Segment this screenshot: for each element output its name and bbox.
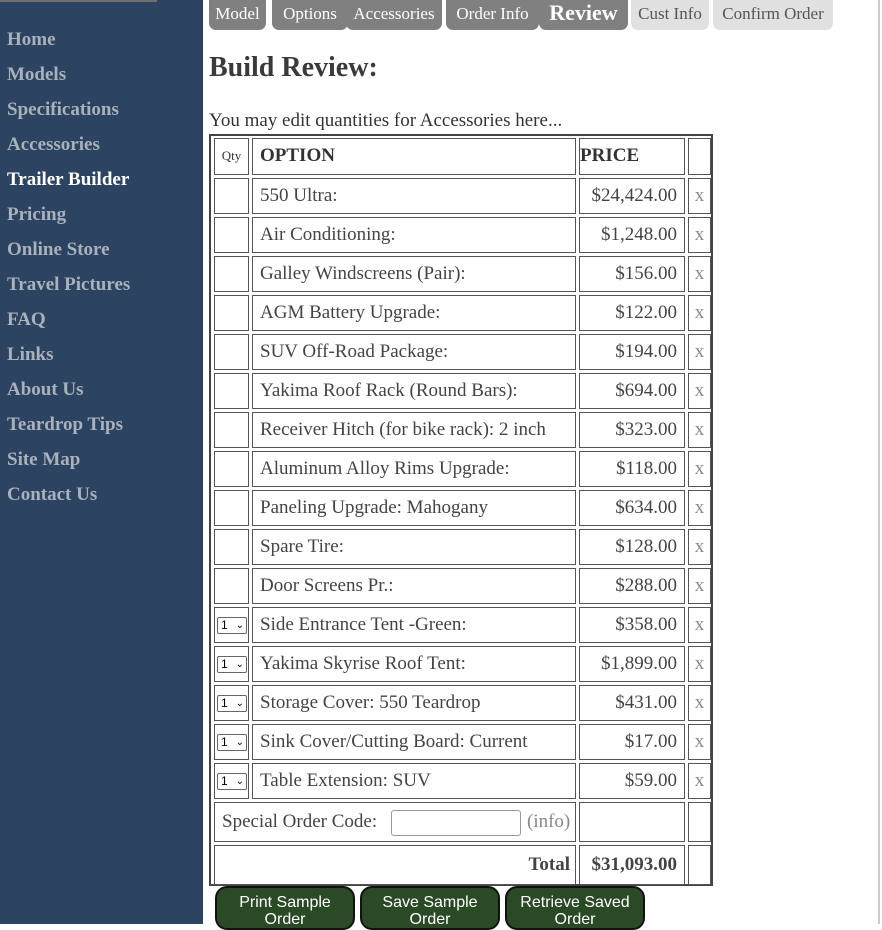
nav-item-home[interactable]: Home — [7, 29, 56, 50]
nav-item-accessories[interactable]: Accessories — [7, 134, 100, 155]
total-label: Total — [214, 845, 576, 885]
option-name: Yakima Roof Rack (Round Bars): — [252, 373, 576, 409]
tab-accessories[interactable]: Accessories — [346, 0, 442, 30]
qty-cell — [214, 646, 249, 682]
option-price: $122.00 — [579, 295, 685, 331]
nav-item-faq[interactable]: FAQ — [7, 309, 46, 330]
option-price: $288.00 — [579, 568, 685, 604]
qty-cell — [214, 256, 249, 292]
option-price: $634.00 — [579, 490, 685, 526]
qty-cell — [214, 295, 249, 331]
option-name: Receiver Hitch (for bike rack): 2 inch — [252, 412, 576, 448]
sidebar — [0, 0, 203, 924]
tab-model[interactable]: Model — [209, 0, 266, 30]
option-name: Storage Cover: 550 Teardrop — [252, 685, 576, 721]
qty-cell — [214, 607, 249, 643]
remove-item-button[interactable]: x — [688, 217, 711, 253]
qty-select[interactable] — [217, 617, 247, 634]
option-price: $156.00 — [579, 256, 685, 292]
qty-cell — [214, 763, 249, 799]
option-name: Air Conditioning: — [252, 217, 576, 253]
qty-select[interactable] — [217, 773, 247, 790]
option-name: SUV Off-Road Package: — [252, 334, 576, 370]
option-price: $358.00 — [579, 607, 685, 643]
intro-text: You may edit quantities for Accessories here... — [209, 110, 563, 131]
remove-item-button[interactable]: x — [688, 568, 711, 604]
qty-value: 1 — [221, 618, 228, 632]
build-review-table — [209, 134, 713, 886]
option-name: Table Extension: SUV — [252, 763, 576, 799]
tab-confirm-order[interactable]: Confirm Order — [713, 0, 833, 30]
remove-item-button[interactable]: x — [688, 724, 711, 760]
option-name: Sink Cover/Cutting Board: Current — [252, 724, 576, 760]
nav-item-contact-us[interactable]: Contact Us — [7, 484, 98, 505]
total-value: $31,093.00 — [579, 845, 685, 885]
qty-value: 1 — [221, 696, 228, 710]
sidebar-top-bar — [0, 0, 157, 2]
print-sample-order-button[interactable]: Print Sample Order — [215, 886, 355, 930]
qty-select[interactable] — [217, 695, 247, 712]
special-order-label: Special Order Code: — [222, 811, 378, 832]
option-name: Galley Windscreens (Pair): — [252, 256, 576, 292]
option-name: Side Entrance Tent -Green: — [252, 607, 576, 643]
qty-cell — [214, 334, 249, 370]
option-price: $24,424.00 — [579, 178, 685, 214]
tab-review[interactable]: Review — [539, 0, 628, 30]
special-order-info-link[interactable]: (info) — [527, 811, 571, 832]
option-name: Yakima Skyrise Roof Tent: — [252, 646, 576, 682]
qty-cell — [214, 451, 249, 487]
total-blank-cell — [688, 845, 711, 885]
option-price: $1,248.00 — [579, 217, 685, 253]
tab-options[interactable]: Options — [272, 0, 348, 30]
remove-item-button[interactable]: x — [688, 178, 711, 214]
save-sample-order-button[interactable]: Save Sample Order — [360, 886, 500, 930]
remove-item-button[interactable]: x — [688, 256, 711, 292]
page-title: Build Review: — [209, 52, 378, 83]
remove-item-button[interactable]: x — [688, 529, 711, 565]
nav-item-pricing[interactable]: Pricing — [7, 204, 67, 225]
qty-value: 1 — [221, 735, 228, 749]
option-price: $431.00 — [579, 685, 685, 721]
option-name: Door Screens Pr.: — [252, 568, 576, 604]
option-price: $323.00 — [579, 412, 685, 448]
tab-cust-info[interactable]: Cust Info — [631, 0, 709, 30]
qty-cell — [214, 724, 249, 760]
option-price: $194.00 — [579, 334, 685, 370]
nav-item-specifications[interactable]: Specifications — [7, 99, 119, 120]
qty-select[interactable] — [217, 656, 247, 673]
special-order-code-input[interactable] — [391, 810, 521, 836]
special-order-cell — [214, 802, 576, 842]
special-order-price-cell — [579, 802, 685, 842]
qty-cell — [214, 217, 249, 253]
remove-item-button[interactable]: x — [688, 412, 711, 448]
remove-item-button[interactable]: x — [688, 451, 711, 487]
qty-header: Qty — [214, 138, 249, 175]
sidebar-nav — [7, 27, 130, 517]
option-name: AGM Battery Upgrade: — [252, 295, 576, 331]
header-blank-cell — [688, 138, 711, 175]
special-order-blank-cell — [688, 802, 711, 842]
qty-cell — [214, 178, 249, 214]
chevron-down-icon: ⌄ — [235, 737, 244, 748]
option-price: $128.00 — [579, 529, 685, 565]
nav-item-teardrop-tips[interactable]: Teardrop Tips — [7, 414, 123, 435]
remove-item-button[interactable]: x — [688, 373, 711, 409]
remove-item-button[interactable]: x — [688, 607, 711, 643]
remove-item-button[interactable]: x — [688, 646, 711, 682]
qty-value: 1 — [221, 774, 228, 788]
page-right-border — [878, 0, 880, 924]
option-price: $59.00 — [579, 763, 685, 799]
nav-item-about-us[interactable]: About Us — [7, 379, 84, 400]
option-price: $694.00 — [579, 373, 685, 409]
qty-cell — [214, 568, 249, 604]
option-name: Aluminum Alloy Rims Upgrade: — [252, 451, 576, 487]
qty-cell — [214, 685, 249, 721]
nav-item-online-store[interactable]: Online Store — [7, 239, 110, 260]
qty-select[interactable] — [217, 734, 247, 751]
option-name: 550 Ultra: — [252, 178, 576, 214]
chevron-down-icon: ⌄ — [235, 620, 244, 631]
remove-item-button[interactable]: x — [688, 685, 711, 721]
qty-cell — [214, 490, 249, 526]
nav-item-trailer-builder[interactable]: Trailer Builder — [7, 169, 130, 190]
option-name: Spare Tire: — [252, 529, 576, 565]
option-header: OPTION — [252, 138, 576, 175]
remove-item-button[interactable]: x — [688, 763, 711, 799]
price-header: PRICE — [579, 138, 685, 175]
remove-item-button[interactable]: x — [688, 334, 711, 370]
retrieve-saved-order-button[interactable]: Retrieve Saved Order — [505, 886, 645, 930]
option-price: $1,899.00 — [579, 646, 685, 682]
option-price: $17.00 — [579, 724, 685, 760]
chevron-down-icon: ⌄ — [235, 659, 244, 670]
nav-item-travel-pictures[interactable]: Travel Pictures — [7, 274, 131, 295]
nav-item-links[interactable]: Links — [7, 344, 54, 365]
option-price: $118.00 — [579, 451, 685, 487]
qty-cell — [214, 529, 249, 565]
qty-cell — [214, 373, 249, 409]
chevron-down-icon: ⌄ — [235, 776, 244, 787]
option-name: Paneling Upgrade: Mahogany — [252, 490, 576, 526]
remove-item-button[interactable]: x — [688, 490, 711, 526]
nav-item-models[interactable]: Models — [7, 64, 67, 85]
qty-value: 1 — [221, 657, 228, 671]
tab-order-info[interactable]: Order Info — [446, 0, 539, 30]
qty-cell — [214, 412, 249, 448]
chevron-down-icon: ⌄ — [235, 698, 244, 709]
nav-item-site-map[interactable]: Site Map — [7, 449, 81, 470]
remove-item-button[interactable]: x — [688, 295, 711, 331]
